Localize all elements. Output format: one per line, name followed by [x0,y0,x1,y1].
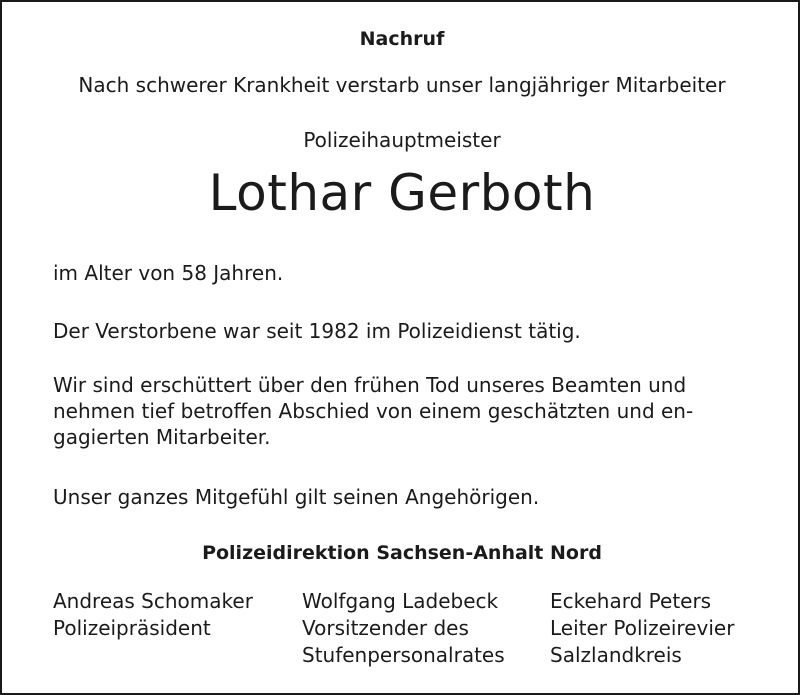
rank-title: Polizeihauptmeister [303,128,501,152]
age-paragraph: im Alter von 58 Jahren. [53,261,284,285]
signatory [550,588,734,669]
signatory-name: Eckehard Peters [550,589,712,613]
signatory [53,588,253,642]
signatory-title: Stufenpersonalrates [302,643,505,667]
signatory-title: Polizeipräsident [53,616,211,640]
signatory-name: Andreas Schomaker [53,589,253,613]
intro-text: Nach schwerer Krankheit verstarb unser langjähriger Mitarbeiter [78,73,726,97]
paragraph-line: nehmen tief betroffen Abschied von einem geschätzten und en- [53,399,694,423]
notice-heading: Nachruf [359,28,445,50]
signatory [302,588,505,669]
sympathy-paragraph: Unser ganzes Mitgefühl gilt seinen Angehörigen. [53,485,540,509]
service-paragraph: Der Verstorbene war seit 1982 im Polizeidienst tätig. [53,319,581,343]
signatory-title: Vorsitzender des [302,616,469,640]
signatory-title: Salzlandkreis [550,643,682,667]
signatory-name: Wolfgang Ladebeck [302,589,499,613]
organization-name: Polizeidirektion Sachsen-Anhalt Nord [202,542,602,564]
paragraph-line: gagierten Mitarbeiter. [53,425,271,449]
condolence-paragraph [53,372,753,450]
signatory-title: Leiter Polizeirevier [550,616,735,640]
paragraph-line: Wir sind erschüttert über den frühen Tod unseres Beamten und [53,373,687,397]
deceased-name: Lothar Gerboth [208,164,596,222]
